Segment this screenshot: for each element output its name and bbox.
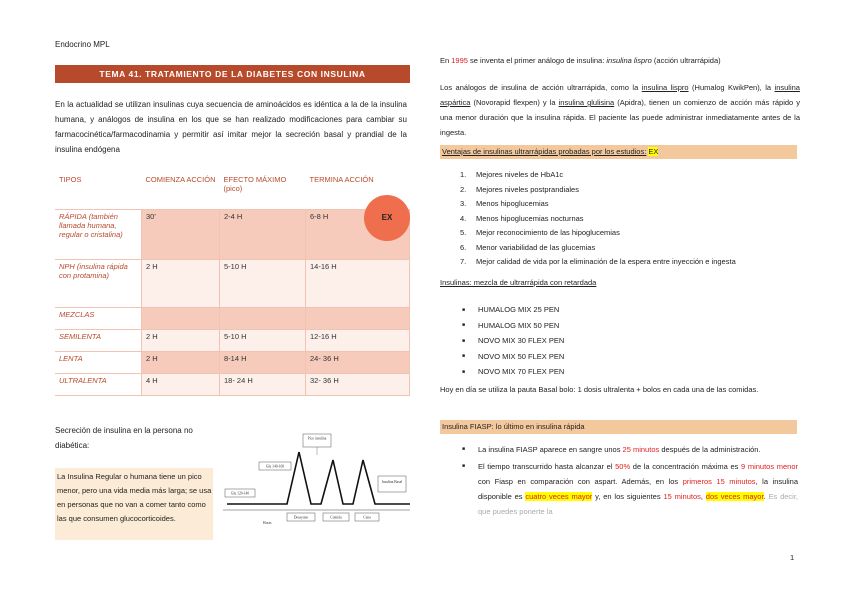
insulin-types-table	[55, 170, 410, 396]
fiasp-list	[462, 442, 798, 521]
table-header-row	[55, 170, 410, 210]
basal-bolo-paragraph: Hoy en día se utiliza la pauta Basal bolo: 1 dosis ultralenta + bolos en cada una de las comidas.	[440, 385, 759, 394]
comienza-cell: 2 H	[142, 330, 220, 352]
header-comienza: COMIENZA ACCIÓN	[145, 175, 216, 184]
efecto-cell	[220, 308, 306, 330]
glu1-label: Glu 140-160	[265, 464, 285, 469]
year-1995: 1995	[451, 56, 468, 65]
termina-cell: 14-16 H	[306, 260, 410, 308]
insulin-secretion-diagram	[215, 430, 415, 545]
horas-label: Horas	[263, 521, 272, 525]
list-item: ■ HUMALOG MIX 50 PEN	[462, 318, 564, 334]
comienza-cell: 4 H	[142, 374, 220, 396]
header-efecto: EFECTO MÁXIMO (pico)	[223, 175, 287, 193]
secrecion-title: Secreción de insulina en la persona no diabética:	[55, 426, 193, 450]
list-item: 5. Mejor reconocimiento de las hipoglucemias	[460, 228, 620, 237]
efecto-cell: 5-10 H	[220, 260, 306, 308]
mezcla-title: Insulinas: mezcla de ultrarrápida con retardada	[440, 278, 597, 287]
list-item: ■ HUMALOG MIX 25 PEN	[462, 302, 564, 318]
tipo-cell: RÁPIDA (también llamada humana, regular o cristalina)	[55, 210, 142, 260]
intro-paragraph: En la actualidad se utilizan insulinas cuya secuencia de aminoácidos es idéntica a la de la insulina humana, y análogos de insulina en los que se han realizado modificaciones para cambiar su farmacocinética/farmacodinamia y permitir así imitar mejor la secreción basal y prandial de la insulina endógena	[55, 100, 407, 154]
year-sentence: En 1995 se inventa el primer análogo de insulina: insulina lispro (acción ultrarrápida)	[440, 56, 721, 65]
list-item: ■ NOVO MIX 30 FLEX PEN	[462, 333, 564, 349]
analogos-paragraph: Los análogos de insulina de acción ultrarrápida, como la insulina lispro (Humalog KwikPen), la insulina aspártica (Novorapid flexpen) y la insulina glulisina (Apidra), tienen un comienzo de acción más rápido y una menor duración que la insulina rápida. El paciente las puede administrar inmediatamente antes de la ingesta.	[440, 83, 800, 137]
table-row	[55, 374, 410, 396]
comienza-cell: 2 H	[142, 352, 220, 374]
list-item: 1. Mejores niveles de HbA1c	[460, 170, 564, 179]
table-row	[55, 330, 410, 352]
header-tipos: TIPOS	[59, 175, 82, 184]
fiasp-title: Insulina FIASP: lo último en insulina rápida	[440, 420, 797, 434]
mezcla-list	[462, 302, 564, 380]
page-number: 1	[790, 553, 795, 562]
tipo-cell: NPH (insulina rápida con protamina)	[55, 260, 142, 308]
list-item: ■ El tiempo transcurrido hasta alcanzar el 50% de la concentración máxima es 9 minutos menor con Fiasp en comparación con aspart. Además, en los primeros 15 minutos, la insulina disponible es cuatro veces mayor y, en los siguientes 15 minutos, dos veces mayor. Es decir, que puedes ponerte la	[462, 459, 798, 519]
header-termina: TERMINA ACCIÓN	[309, 175, 374, 184]
ex-badge: EX	[364, 195, 410, 241]
table-row	[55, 260, 410, 308]
comienza-cell: 2 H	[142, 260, 220, 308]
ventajas-list	[460, 168, 800, 270]
table-row	[55, 210, 410, 260]
efecto-cell: 5-10 H	[220, 330, 306, 352]
termina-cell: 32- 36 H	[306, 374, 410, 396]
list-item: ■ La insulina FIASP aparece en sangre unos 25 minutos después de la administración.	[462, 442, 798, 457]
comida-label: Comida	[330, 515, 342, 520]
efecto-cell: 2-4 H	[220, 210, 306, 260]
pico-label: Pico insulina	[307, 436, 327, 441]
table-row	[55, 308, 410, 330]
list-item: ■ NOVO MIX 50 FLEX PEN	[462, 349, 564, 365]
regular-insulin-note: La Insulina Regular o humana tiene un pico menor, pero una vida media más larga; se usa en personas que no van a comer tanto como las que consumen glucocorticoides.	[55, 468, 213, 540]
list-item: 4. Menos hipoglucemias nocturnas	[460, 213, 584, 223]
tipo-cell: MEZCLAS	[55, 308, 142, 330]
tema-title: TEMA 41. TRATAMIENTO DE LA DIABETES CON INSULINA	[55, 65, 410, 83]
list-item: ■ NOVO MIX 70 FLEX PEN	[462, 364, 564, 380]
termina-cell	[306, 308, 410, 330]
comienza-cell: 30'	[142, 210, 220, 260]
comienza-cell	[142, 308, 220, 330]
tipo-cell: LENTA	[55, 352, 142, 374]
efecto-cell: 18- 24 H	[220, 374, 306, 396]
list-item: 2. Mejores niveles postprandiales	[460, 184, 579, 194]
basal-label: Insulina Basal	[381, 480, 403, 484]
termina-cell: 12-16 H	[306, 330, 410, 352]
ventajas-ex-badge: EX	[648, 147, 659, 156]
termina-cell: 24- 36 H	[306, 352, 410, 374]
tipo-cell: SEMILENTA	[55, 330, 142, 352]
tipo-cell: ULTRALENTA	[55, 374, 142, 396]
list-item: 7. Mejor calidad de vida por la eliminación de la espera entre inyección e ingesta	[460, 257, 736, 266]
table-row	[55, 352, 410, 374]
termina-cell: 6-8 H	[306, 210, 410, 260]
list-item: 6. Menor variabilidad de las glucemias	[460, 242, 596, 252]
list-item: 3. Menos hipoglucemias	[460, 199, 549, 208]
ventajas-title: Ventajas de insulinas ultrarrápidas probadas por los estudios: EX	[440, 145, 797, 159]
cena-label: Cena	[363, 515, 371, 520]
glu2-label: Glu 120-140	[230, 491, 250, 496]
efecto-cell: 8-14 H	[220, 352, 306, 374]
desayuno-label: Desayuno	[293, 515, 309, 520]
header-label: Endocrino MPL	[55, 40, 110, 49]
basal-box	[378, 476, 406, 492]
